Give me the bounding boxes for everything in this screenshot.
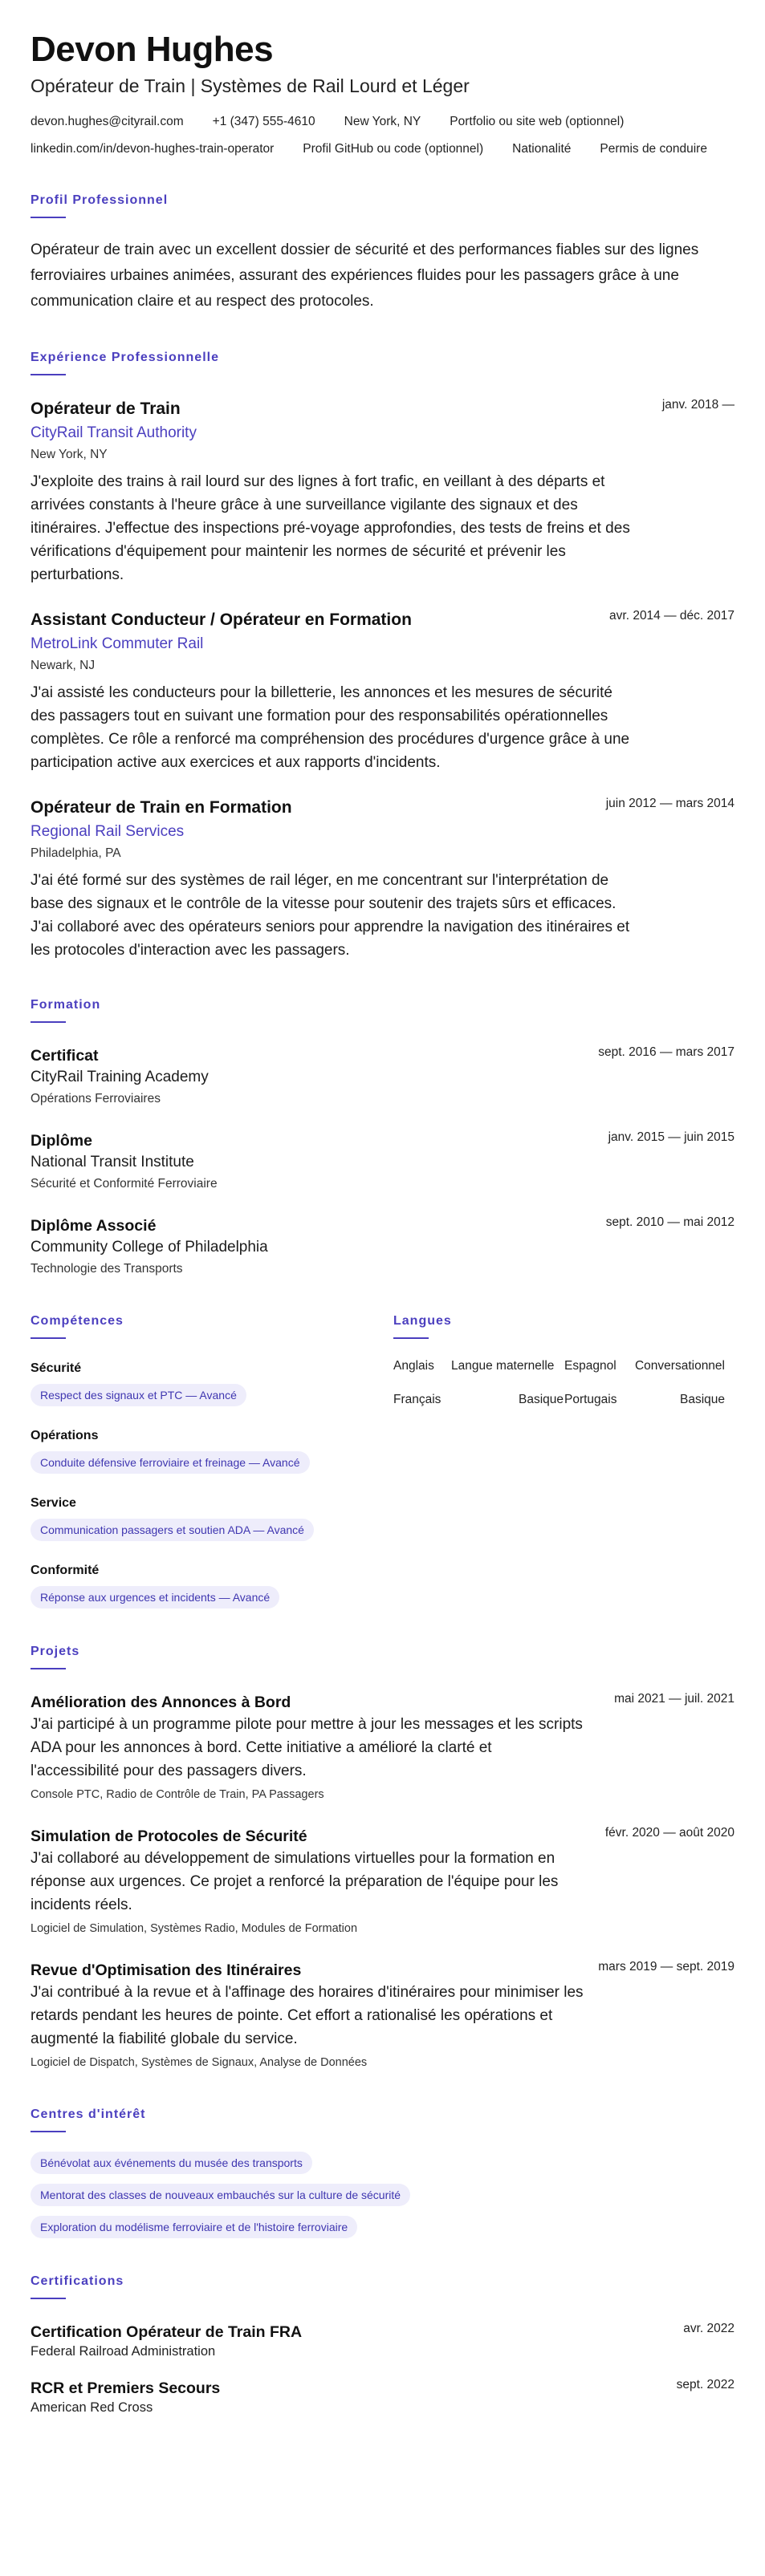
skill-chip: Respect des signaux et PTC — Avancé [31,1384,246,1406]
section-title: Langues [393,1314,452,1328]
certification-issuer: American Red Cross [31,2400,153,2415]
contact-email[interactable]: devon.hughes@cityrail.com [31,115,184,128]
entry-dates: janv. 2015 — juin 2015 [608,1130,734,1144]
field-of-study: Sécurité et Conformité Ferroviaire [31,1177,218,1191]
section-divider [31,217,66,218]
project-tools: Console PTC, Radio de Contrôle de Train, PA Passagers [31,1788,324,1801]
company-name: CityRail Transit Authority [31,424,197,441]
section-divider [31,2131,66,2132]
project-entry [31,1692,734,1803]
skill-group [31,1495,393,1541]
experience-entry [31,398,734,586]
section-title: Projets [31,1645,80,1658]
skill-group [31,1360,393,1406]
language-name: Portugais [564,1393,617,1406]
job-title: Opérateur de Train en Formation [31,798,292,817]
skill-group-title: Sécurité [31,1361,82,1375]
skill-chip: Réponse aux urgences et incidents — Avancé [31,1586,279,1608]
profile-summary: Opérateur de train avec un excellent dossier de sécurité et des performances fiables sur des lignes ferroviaires urbaines animées, assurant des expériences fluides pour les passagers grâce à une communication claire et au respect des protocoles. [31,241,699,310]
section-title: Centres d'intérêt [31,2107,146,2121]
certification-entry [31,2322,734,2360]
certification-issuer: Federal Railroad Administration [31,2344,216,2359]
degree-title: Diplôme [31,1132,92,1150]
contact-phone[interactable]: +1 (347) 555-4610 [212,115,315,128]
language-level: Basique [518,1393,564,1406]
interests-section [31,2107,734,2238]
skill-group-title: Opérations [31,1429,99,1442]
section-divider [393,1337,429,1339]
entry-dates: févr. 2020 — août 2020 [604,1826,734,1840]
project-tools: Logiciel de Simulation, Systèmes Radio, Modules de Formation [31,1922,358,1935]
job-location: Philadelphia, PA [31,846,121,860]
language-list [393,1358,734,1408]
projects-section [31,1644,734,2071]
skills-section [31,1313,393,1608]
project-description: J'ai participé à un programme pilote pour mettre à jour les messages et les scripts ADA pour les annonces à bord. Cette initiative a amélioré la clarté et l'accessibilité pour des passagers divers. [31,1716,583,1779]
project-description: J'ai collaboré au développement de simulations virtuelles pour la formation en réponse aux urgences. Ce projet a renforcé la préparation de l'équipe pour les incidents réels. [31,1850,559,1913]
entry-dates: sept. 2016 — mars 2017 [598,1045,734,1059]
skill-group [31,1427,393,1474]
education-section [31,997,734,1278]
language-row [393,1392,734,1408]
school-name: CityRail Training Academy [31,1069,209,1085]
section-title: Expérience Professionnelle [31,351,219,364]
entry-dates: mars 2019 — sept. 2019 [598,1960,734,1974]
job-description: J'ai assisté les conducteurs pour la billetterie, les annonces et les mesures de sécurité des passagers tout en suivant une formation pour des responsabilités opérationnelles complètes. Ce rôle a renforcé ma compréhension des procédures d'urgence grâce à une participation active aux exercices et aux rapports d'incidents. [31,684,630,771]
contact-portfolio[interactable]: Portfolio ou site web (optionnel) [450,115,625,128]
job-description: J'ai été formé sur des systèmes de rail léger, en me concentrant sur l'interprétation de base des signaux et le contrôle de la vitesse pour soutenir des trajets sûrs et efficaces. J'ai collaboré avec des opérateurs seniors pour apprendre la navigation des itinéraires et les protocoles d'interaction avec les passagers. [31,872,630,959]
education-entry [31,1045,734,1108]
section-divider [31,374,66,375]
entry-dates: janv. 2018 — [661,398,734,412]
skill-chip: Communication passagers et soutien ADA — Avancé [31,1519,314,1541]
certifications-section [31,2274,734,2416]
interest-chip: Bénévolat aux événements du musée des transports [31,2152,312,2174]
education-entry [31,1215,734,1278]
language-item [564,1358,725,1374]
section-divider [31,1337,66,1339]
language-level: Basique [679,1393,725,1406]
language-row [393,1358,734,1374]
section-divider [31,1668,66,1669]
language-item [393,1392,564,1408]
language-name: Anglais [393,1359,434,1373]
entry-dates: avr. 2022 [683,2322,734,2335]
language-name: Français [393,1393,442,1406]
candidate-name: Devon Hughes [31,30,274,69]
experience-section [31,350,734,962]
contact-linkedin[interactable]: linkedin.com/in/devon-hughes-train-operator [31,142,275,156]
interest-chip: Exploration du modélisme ferroviaire et de l'histoire ferroviaire [31,2216,357,2238]
candidate-headline: Opérateur de Train | Systèmes de Rail Lourd et Léger [31,75,470,96]
project-entry [31,1960,734,2071]
language-item [393,1358,564,1374]
certification-title: RCR et Premiers Secours [31,2379,221,2397]
section-divider [31,1021,66,1023]
certification-title: Certification Opérateur de Train FRA [31,2323,303,2341]
entry-dates: sept. 2010 — mai 2012 [605,1215,734,1229]
entry-dates: avr. 2014 — déc. 2017 [609,609,734,623]
contact-github[interactable]: Profil GitHub ou code (optionnel) [303,142,484,156]
contact-list [31,114,721,157]
project-entry [31,1826,734,1937]
field-of-study: Opérations Ferroviaires [31,1092,161,1105]
profile-section [31,193,734,314]
school-name: Community College of Philadelphia [31,1239,268,1256]
resume-header [31,29,734,157]
skills-languages-row [31,1313,734,1608]
entry-dates: juin 2012 — mars 2014 [605,797,734,810]
company-name: MetroLink Commuter Rail [31,635,204,652]
experience-entry [31,609,734,774]
degree-title: Certificat [31,1047,99,1065]
job-description: J'exploite des trains à rail lourd sur des lignes à fort trafic, en veillant à des départs et arrivées constants à l'heure grâce à une surveillance vigilante des signaux et des itinéraires. J'effectue des inspections pré-voyage approfondies, des tests de freins et des vérifications d'équipement pour maintenir les normes de sécurité et prévenir les perturbations. [31,473,630,583]
language-item [564,1392,725,1408]
field-of-study: Technologie des Transports [31,1262,183,1276]
skill-group [31,1562,393,1608]
contact-nationality: Nationalité [512,142,572,156]
language-level: Conversationnel [634,1359,725,1373]
job-title: Assistant Conducteur / Opérateur en Formation [31,611,412,629]
interest-chip: Mentorat des classes de nouveaux embauchés sur la culture de sécurité [31,2184,410,2206]
section-divider [31,2298,66,2299]
languages-section [393,1313,734,1608]
school-name: National Transit Institute [31,1154,194,1170]
interest-list [31,2152,734,2238]
experience-entry [31,797,734,962]
skill-group-title: Conformité [31,1564,100,1577]
project-description: J'ai contribué à la revue et à l'affinage des horaires d'itinéraires pour minimiser les retards pendant les heures de pointe. Cet effort a rationalisé les opérations et augmenté la fiabilité globale du service. [31,1984,584,2047]
education-entry [31,1130,734,1193]
section-title: Compétences [31,1314,124,1328]
entry-dates: mai 2021 — juil. 2021 [614,1692,734,1706]
contact-license: Permis de conduire [600,142,707,156]
project-tools: Logiciel de Dispatch, Systèmes de Signaux, Analyse de Données [31,2056,368,2069]
skill-chip: Conduite défensive ferroviaire et freinage — Avancé [31,1451,310,1474]
certification-entry [31,2378,734,2416]
section-title: Certifications [31,2274,124,2288]
project-title: Revue d'Optimisation des Itinéraires [31,1961,302,1979]
section-title: Formation [31,998,101,1012]
job-title: Opérateur de Train [31,400,181,418]
project-title: Amélioration des Annonces à Bord [31,1694,291,1711]
skill-group-title: Service [31,1496,76,1510]
degree-title: Diplôme Associé [31,1217,157,1235]
project-title: Simulation de Protocoles de Sécurité [31,1828,307,1845]
job-location: New York, NY [31,448,108,461]
language-name: Espagnol [564,1359,616,1373]
company-name: Regional Rail Services [31,823,185,840]
job-location: Newark, NJ [31,659,96,672]
contact-location: New York, NY [344,115,421,128]
language-level: Langue maternelle [451,1359,555,1373]
section-title: Profil Professionnel [31,193,169,207]
entry-dates: sept. 2022 [676,2378,734,2391]
